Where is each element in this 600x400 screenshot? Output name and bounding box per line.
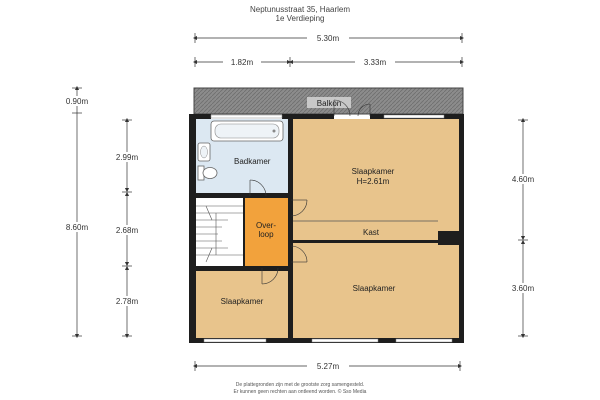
bedroom-right-label: Slaapkamer <box>352 284 396 293</box>
window-top-bedroom <box>384 115 444 118</box>
dim-top-total-label: 5.30m <box>316 34 340 43</box>
dim-top-right-label: 3.33m <box>363 58 387 67</box>
dim-bottom-total-label: 5.27m <box>316 362 340 371</box>
landing-label-line1: Over- <box>256 221 276 230</box>
floorplan-address: Neptunusstraat 35, Haarlem <box>249 5 351 14</box>
dim-left-total-label: 8.60m <box>65 223 89 232</box>
disclaimer-line1: De plattegronden zijn met de grootste zorg samengesteld. <box>235 382 365 388</box>
floor-label: 1e Verdieping <box>275 14 325 23</box>
landing-label-line2: loop <box>258 230 274 239</box>
sink-icon <box>198 143 210 161</box>
bedroom-top-height: H=2.61m <box>356 177 390 186</box>
dim-top-left-label: 1.82m <box>230 58 254 67</box>
window-bathroom <box>211 115 282 118</box>
stairwell-floor <box>196 198 243 266</box>
bedroom-left-label: Slaapkamer <box>220 297 264 306</box>
disclaimer-line2: Er kunnen geen rechten aan ontleend worden. © Sso Media <box>233 389 367 395</box>
dim-balcony-depth-label: 0.90m <box>65 97 89 106</box>
window-right-bedroom-2 <box>396 339 452 342</box>
window-right-bedroom-1 <box>312 339 378 342</box>
bathroom-label: Badkamer <box>234 157 271 166</box>
dim-right-upper-label: 4.60m <box>511 175 535 184</box>
bathtub-icon <box>211 121 283 141</box>
balcony-label: Balkon <box>316 99 342 108</box>
bedroom-top-label: Slaapkamer <box>351 167 395 176</box>
window-left-bedroom <box>204 339 266 342</box>
dim-left-upper-label: 2.99m <box>115 153 139 162</box>
dim-left-middle-label: 2.68m <box>115 226 139 235</box>
dim-right-lower-label: 3.60m <box>511 284 535 293</box>
closet-label: Kast <box>362 228 380 237</box>
dim-left-lower-label: 2.78m <box>115 297 139 306</box>
